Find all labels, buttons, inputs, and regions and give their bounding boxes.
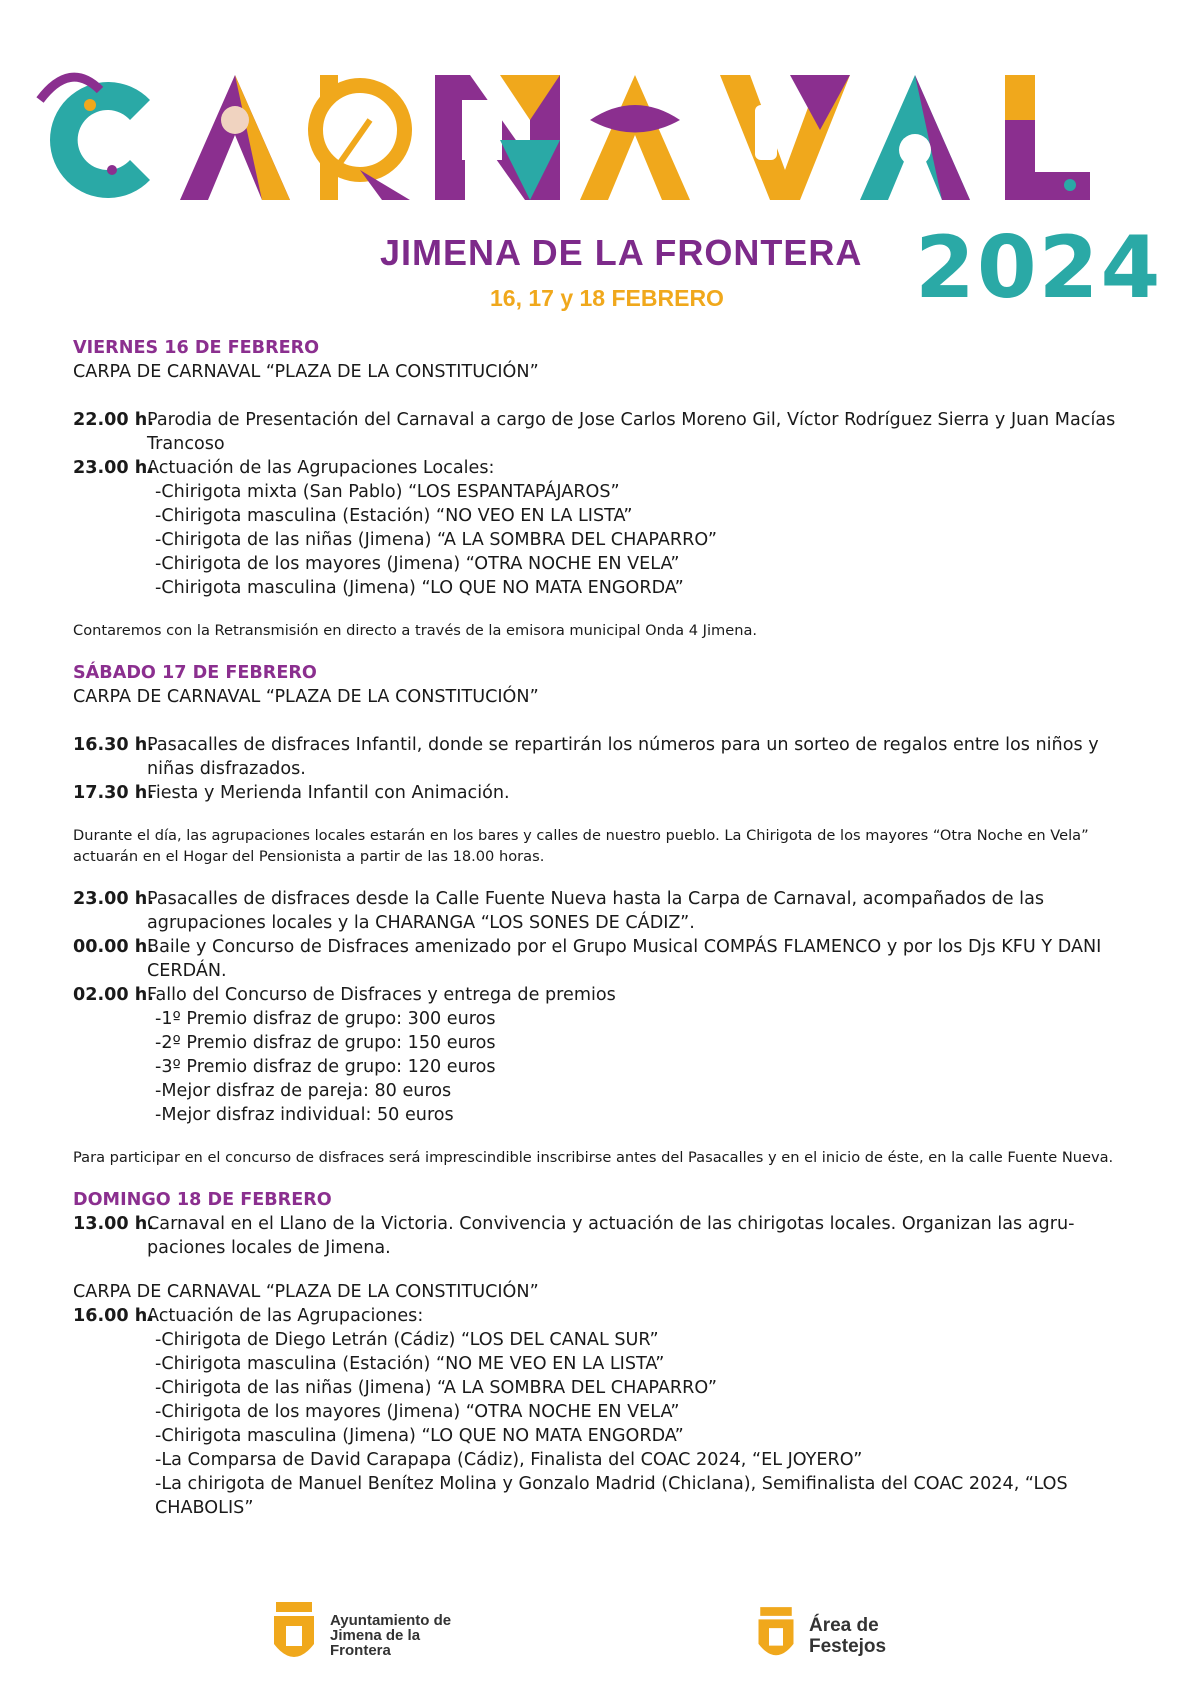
festejos-logo [755, 1605, 939, 1667]
list-item: -3º Premio disfraz de grupo: 120 euros [155, 1057, 496, 1077]
event-desc: Pasacalles de disfraces Infantil, donde se repartirán los números para un sorteo de regalos entre los niños y niñas disfrazados. [147, 735, 1099, 779]
list-item: -Chirigota de las niñas (Jimena) “A LA SOMBRA DEL CHAPARRO” [155, 530, 717, 550]
prize-list [73, 1007, 1133, 1127]
event-time: 23.00 h. [73, 458, 154, 478]
event-time: 00.00 h. [73, 937, 154, 957]
event-desc: Pasacalles de disfraces desde la Calle Fuente Nueva hasta la Carpa de Carnaval, acompañados de las agrupaciones locales y la CHARANGA “LOS SONES DE CÁDIZ”. [147, 889, 1045, 933]
sunday-venue: CARPA DE CARNAVAL “PLAZA DE LA CONSTITUCIÓN” [73, 1282, 539, 1302]
coat-of-arms-icon [270, 1600, 318, 1670]
list-item: -Mejor disfraz individual: 50 euros [155, 1105, 454, 1125]
list-item: -Chirigota masculina (Estación) “NO VEO EN LA LISTA” [155, 506, 633, 526]
coat-of-arms-icon [755, 1605, 797, 1667]
saturday-event-3 [73, 887, 1133, 935]
event-time: 23.00 h. [73, 889, 154, 909]
list-item: -2º Premio disfraz de grupo: 150 euros [155, 1033, 496, 1053]
list-item: -Chirigota masculina (Jimena) “LO QUE NO MATA ENGORDA” [155, 1426, 684, 1446]
sunday-title: DOMINGO 18 DE FEBRERO [73, 1190, 332, 1210]
saturday-event-1 [73, 733, 1133, 781]
carnaval-title-logo [30, 60, 1170, 220]
event-desc: Parodia de Presentación del Carnaval a cargo de Jose Carlos Moreno Gil, Víctor Rodríguez Sierra y Juan Macías Trancoso [147, 410, 1116, 454]
event-desc: Actuación de las Agrupaciones Locales: [147, 458, 495, 478]
list-item: -Chirigota mixta (San Pablo) “LOS ESPANTAPÁJAROS” [155, 482, 620, 502]
list-item: -Chirigota masculina (Jimena) “LO QUE NO MATA ENGORDA” [155, 578, 684, 598]
list-item: -Mejor disfraz de pareja: 80 euros [155, 1081, 452, 1101]
program-content [73, 336, 1133, 1520]
list-item: -La chirigota de Manuel Benítez Molina y Gonzalo Madrid (Chiclana), Semifinalista del COAC 2024, “LOS CHABOLIS” [155, 1474, 1068, 1518]
friday-venue: CARPA DE CARNAVAL “PLAZA DE LA CONSTITUCIÓN” [73, 362, 539, 382]
sunday-event-2 [73, 1304, 1133, 1328]
footer [0, 1600, 1200, 1690]
org2-name: Área de Festejos [809, 1615, 887, 1657]
list-item: -Chirigota de los mayores (Jimena) “OTRA NOCHE EN VELA” [155, 554, 680, 574]
saturday-title: SÁBADO 17 DE FEBRERO [73, 663, 317, 683]
event-desc: Carnaval en el Llano de la Victoria. Convivencia y actuación de las chirigotas locales. Organizan las agru- paciones locales de Jimena. [147, 1214, 1075, 1258]
event-desc: Fiesta y Merienda Infantil con Animación. [147, 783, 510, 803]
saturday-venue: CARPA DE CARNAVAL “PLAZA DE LA CONSTITUCIÓN” [73, 687, 539, 707]
event-time: 13.00 h. [73, 1214, 154, 1234]
list-item: -La Comparsa de David Carapapa (Cádiz), Finalista del COAC 2024, “EL JOYERO” [155, 1450, 863, 1470]
friday-title: VIERNES 16 DE FEBRERO [73, 338, 320, 358]
friday-event-1 [73, 408, 1133, 456]
event-time: 22.00 h. [73, 410, 154, 430]
org1-name: Ayuntamiento de Jimena de la Frontera [330, 1611, 452, 1659]
event-time: 16.30 h. [73, 735, 154, 755]
event-desc: Fallo del Concurso de Disfraces y entrega de premios [147, 985, 616, 1005]
saturday-event-4 [73, 935, 1133, 983]
list-item: -Chirigota de las niñas (Jimena) “A LA SOMBRA DEL CHAPARRO” [155, 1378, 717, 1398]
list-item: -Chirigota de Diego Letrán (Cádiz) “LOS DEL CANAL SUR” [155, 1330, 659, 1350]
list-item: -1º Premio disfraz de grupo: 300 euros [155, 1009, 496, 1029]
saturday-event-5 [73, 983, 1133, 1007]
saturday-note-1: Durante el día, las agrupaciones locales estarán en los bares y calles de nuestro pueblo. La Chirigota de los mayores “Otra Noche en Vela” actuarán en el Hogar del Pensionista a partir de las 18.00 horas. [73, 827, 1089, 865]
friday-event-2 [73, 456, 1133, 480]
poster-header [0, 0, 1200, 335]
header-subtitle: JIMENA DE LA FRONTERA [380, 232, 863, 273]
friday-group-list [73, 480, 1133, 600]
list-item: -Chirigota de los mayores (Jimena) “OTRA NOCHE EN VELA” [155, 1402, 680, 1422]
list-item: -Chirigota masculina (Estación) “NO ME VEO EN LA LISTA” [155, 1354, 665, 1374]
ayuntamiento-logo [270, 1600, 460, 1670]
event-time: 17.30 h. [73, 783, 154, 803]
event-desc: Baile y Concurso de Disfraces amenizado por el Grupo Musical COMPÁS FLAMENCO y por los Djs KFU Y DANI CERDÁN. [147, 937, 1102, 981]
friday-note: Contaremos con la Retransmisión en directo a través de la emisora municipal Onda 4 Jimena. [73, 622, 758, 639]
event-time: 16.00 h. [73, 1306, 154, 1326]
sunday-group-list [73, 1328, 1133, 1520]
event-time: 02.00 h. [73, 985, 154, 1005]
saturday-event-2 [73, 781, 1133, 805]
header-year: 2024 [915, 218, 1163, 318]
saturday-note-2: Para participar en el concurso de disfraces será imprescindible inscribirse antes del Pasacalles y en el inicio de éste, en la calle Fuente Nueva. [73, 1149, 1114, 1166]
header-dates: 16, 17 y 18 FEBRERO [490, 285, 724, 311]
sunday-event-1 [73, 1212, 1133, 1260]
event-desc: Actuación de las Agrupaciones: [147, 1306, 424, 1326]
